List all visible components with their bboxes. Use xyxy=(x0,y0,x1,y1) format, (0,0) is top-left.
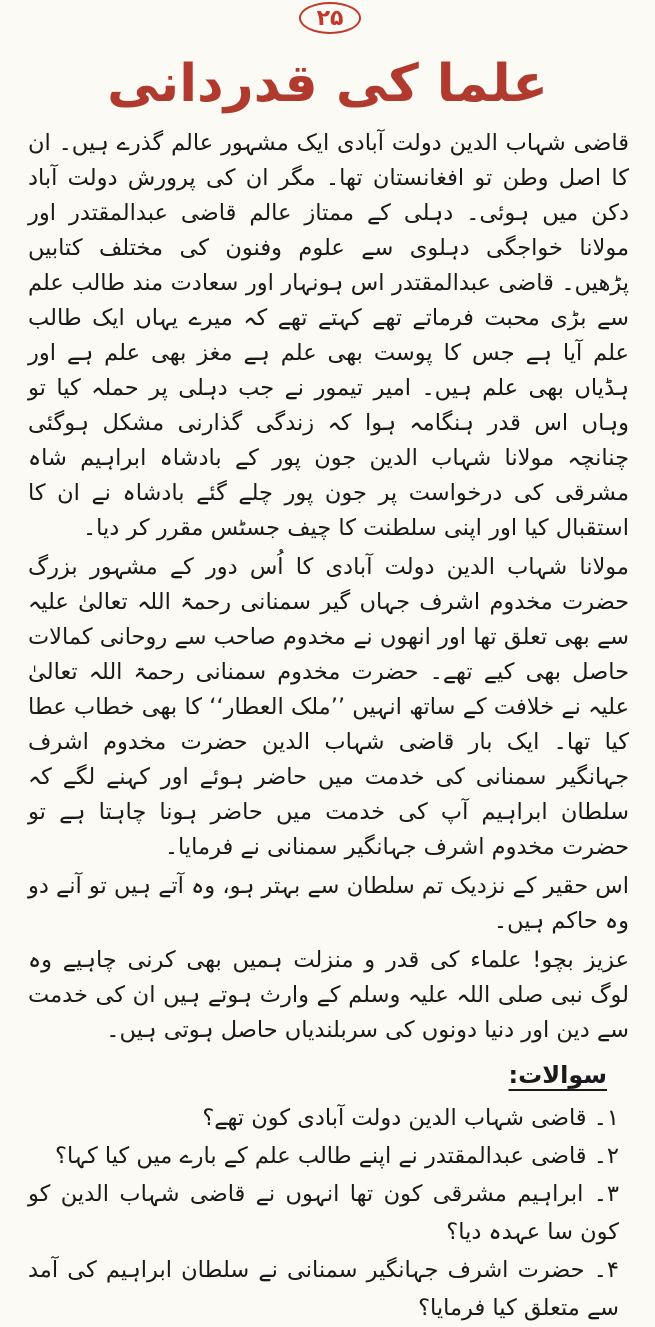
question-item: ۱۔ قاضی شہاب الدین دولت آبادی کون تھے؟ xyxy=(202,1105,619,1131)
paragraph-2: مولانا شہاب الدین دولت آبادی کا اُس دور کے مشہور بزرگ حضرت مخدوم اشرف جہاں گیر سمنانی رحمۃ اللہ تعالیٰ علیہ سے بھی تعلق تھا اور انھوں نے مخدوم صاحب سے روحانی کمالات حاصل بھی کیے تھے۔ حضرت مخدوم سمنانی رحمۃ اللہ تعالیٰ علیہ نے خلافت کے ساتھ انہیں ’’ملک العطار‘‘ کا بھی خطاب عطا کیا تھا۔ ایک بار قاضی شہاب الدین حضرت مخدوم اشرف جہانگیر سمنانی کی خدمت میں حاضر ہوئے اور کہنے لگے کہ سلطان ابراہیم آپ کی خدمت میں حاضر ہونا چاہتا ہے تو حضرت مخدوم اشرف جہانگیر سمنانی نے فرمایا۔ xyxy=(28,554,629,860)
question-item: ۳۔ ابراہیم مشرقی کون تھا انہوں نے قاضی شہاب الدین کو کون سا عہدہ دیا؟ xyxy=(28,1181,619,1245)
questions-heading: سوالات: xyxy=(508,1061,607,1089)
paragraph-4: عزیز بچو! علماء کی قدر و منزلت ہمیں بھی کرنی چاہیے وہ لوگ نبی صلی اللہ علیہ وسلم کے وارث ہوتے ہیں ان کی خدمت سے دین اور دنیا دونوں کی سربلندیاں حاصل ہوتی ہیں۔ xyxy=(28,947,629,1043)
page-number: ۲۵ xyxy=(299,2,361,34)
question-item: ۴۔ حضرت اشرف جہانگیر سمنانی نے سلطان ابراہیم کی آمد سے متعلق کیا فرمایا؟ xyxy=(28,1257,619,1321)
paragraph-3: اس حقیر کے نزدیک تم سلطان سے بہتر ہو، وہ آتے ہیں تو آنے دو وہ حاکم ہیں۔ xyxy=(28,873,629,934)
question-item: ۲۔ قاضی عبدالمقتدر نے اپنے طالب علم کے بارے میں کیا کہا؟ xyxy=(55,1143,619,1169)
chapter-body xyxy=(28,126,629,1327)
chapter-title: علما کی قدردانی xyxy=(107,54,548,114)
paragraph-1: قاضی شہاب الدین دولت آبادی ایک مشہور عالم گذرے ہیں۔ ان کا اصل وطن تو افغانستان تھا۔ مگر ان کی پرورش دولت آباد دکن میں ہوئی۔ دہلی کے ممتاز عالم قاضی عبدالمقتدر اور مولانا خواجگی دہلوی سے علوم وفنون کی مختلف کتابیں پڑھیں۔ قاضی عبدالمقتدر اس ہونہار اور سعادت مند طالب علم سے بڑی محبت فرماتے تھے کہتے تھے کہ میرے یہاں ایک طالب علم آیا ہے جس کا پوست بھی علم ہے مغز بھی علم ہے اور ہڈیاں بھی علم ہیں۔ امیر تیمور نے جب دہلی پر حملہ کیا تو وہاں اس قدر ہنگامہ ہوا کہ زندگی گذارنی مشکل ہوگئی چنانچہ مولانا شہاب الدین جون پور کے بادشاہ ابراہیم شاہ مشرقی کی درخواست پر جون پور چلے گئے بادشاہ نے ان کا استقبال کیا اور اپنی سلطنت کا چیف جسٹس مقرر کر دیا۔ xyxy=(28,130,629,541)
questions-list xyxy=(28,1099,629,1327)
